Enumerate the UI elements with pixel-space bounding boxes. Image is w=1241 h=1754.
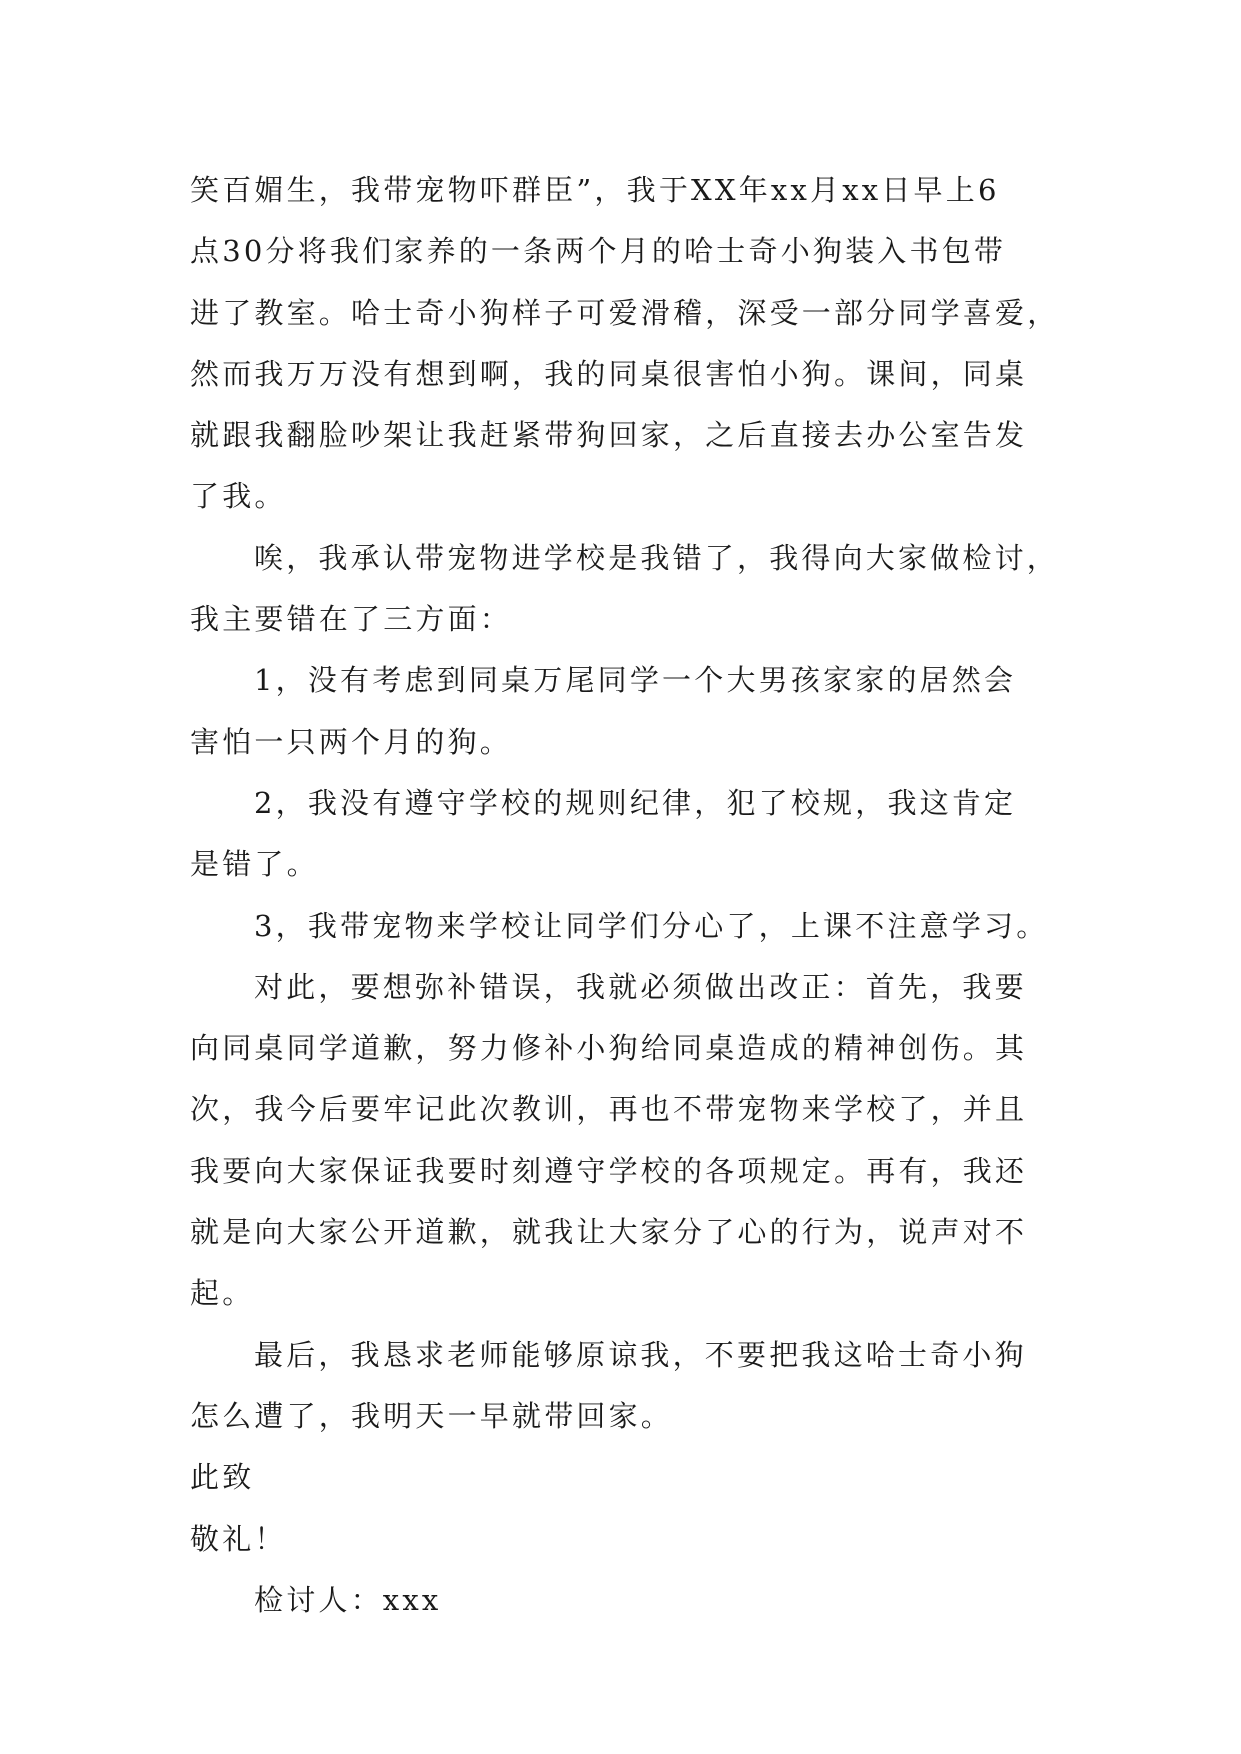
signature-line: 检讨人：xxx <box>254 1582 442 1617</box>
text-line: 了我。 <box>190 479 287 514</box>
text-line: 就是向大家公开道歉，就我让大家分了心的行为，说声对不 <box>190 1215 1028 1250</box>
text-line: 点30分将我们家养的一条两个月的哈士奇小狗装入书包带 <box>190 234 1007 269</box>
text-line: 进了教室。哈士奇小狗样子可爱滑稽，深受一部分同学喜爱， <box>190 295 1060 330</box>
text-line: 然而我万万没有想到啊，我的同桌很害怕小狗。课间，同桌 <box>190 356 1028 391</box>
text-line: 笑百媚生，我带宠物吓群臣”，我于XX年xx月xx日早上6 <box>190 173 1000 207</box>
closing-regards: 敬礼！ <box>190 1521 287 1556</box>
text-line: 害怕一只两个月的狗。 <box>190 724 513 759</box>
document-body <box>190 160 1060 1631</box>
text-line: 最后，我恳求老师能够原谅我，不要把我这哈士奇小狗 <box>254 1337 1027 1372</box>
text-line: 起。 <box>190 1276 255 1311</box>
text-line: 向同桌同学道歉，努力修补小狗给同桌造成的精神创伤。其 <box>190 1031 1028 1066</box>
text-line: 1，没有考虑到同桌万尾同学一个大男孩家家的居然会 <box>254 663 1017 698</box>
text-line: 就跟我翻脸吵架让我赶紧带狗回家，之后直接去办公室告发 <box>190 418 1028 453</box>
text-line: 怎么遭了，我明天一早就带回家。 <box>190 1398 674 1433</box>
text-line: 次，我今后要牢记此次教训，再也不带宠物来学校了，并且 <box>190 1092 1028 1127</box>
text-line: 我要向大家保证我要时刻遵守学校的各项规定。再有，我还 <box>190 1153 1028 1188</box>
text-line: 我主要错在了三方面： <box>190 602 513 637</box>
text-line: 对此，要想弥补错误，我就必须做出改正：首先，我要 <box>254 969 1027 1004</box>
text-line: 是错了。 <box>190 847 319 882</box>
text-line: 唉，我承认带宠物进学校是我错了，我得向大家做检讨， <box>254 540 1060 575</box>
text-line: 2，我没有遵守学校的规则纪律，犯了校规，我这肯定 <box>254 785 1017 820</box>
text-line: 3，我带宠物来学校让同学们分心了，上课不注意学习。 <box>254 908 1049 943</box>
closing-salutation: 此致 <box>190 1460 255 1495</box>
